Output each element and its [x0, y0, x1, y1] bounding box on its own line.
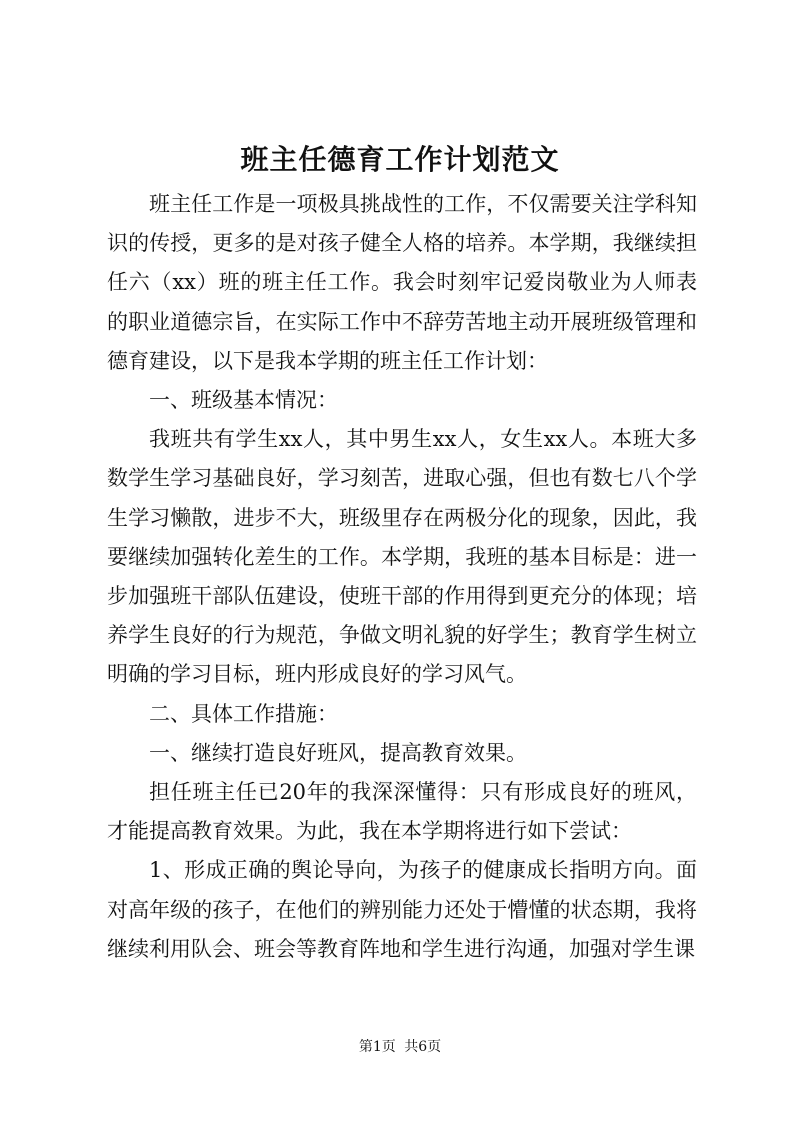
section-heading-class-overview: 一、班级基本情况： [149, 388, 338, 413]
paragraph-class-overview: 我班共有学生xx人，其中男生xx人，女生xx人。本班大多数学生学习基础良好，学习刻苦，进取心强，但也有数七八个学生学习懒散，进步不大，班级里存在两极分化的现象，因此，我要继续加强转化差生的工作。本学期，我班的基本目标是：进一步加强班干部队伍建设，使班干部的作用得到更充分的体现；培养学生良好的行为规范，争做文明礼貌的好学生；教育学生树立明确的学习目标，班内形成良好的学习风气。 [107, 427, 697, 687]
page-footer [0, 1037, 800, 1057]
paragraph-intro: 班主任工作是一项极具挑战性的工作，不仅需要关注学科知识的传授，更多的是对孩子健全人格的培养。本学期，我继续担任六（xx）班的班主任工作。我会时刻牢记爱岗敬业为人师表的职业道德宗旨，在实际工作中不辞劳苦地主动开展班级管理和德育建设，以下是我本学期的班主任工作计划： [107, 192, 697, 373]
page-number: 第1页 [358, 1039, 396, 1055]
paragraph-item-1: 1、形成正确的舆论导向，为孩子的健康成长指明方向。面对高年级的孩子，在他们的辨别能力还处于懵懂的状态期，我将继续利用队会、班会等教育阵地和学生进行沟通，加强对学生课 [107, 858, 697, 961]
paragraph-class-spirit: 担任班主任已20年的我深深懂得：只有形成良好的班风，才能提高教育效果。为此，我在本学期将进行如下尝试： [107, 780, 697, 844]
section-heading-measures: 二、具体工作措施： [149, 701, 338, 726]
subheading-class-spirit: 一、继续打造良好班风，提高教育效果。 [149, 740, 527, 765]
document-title: 班主任德育工作计划范文 [240, 143, 560, 176]
document-body [107, 185, 697, 969]
page-total: 共6页 [404, 1039, 442, 1055]
